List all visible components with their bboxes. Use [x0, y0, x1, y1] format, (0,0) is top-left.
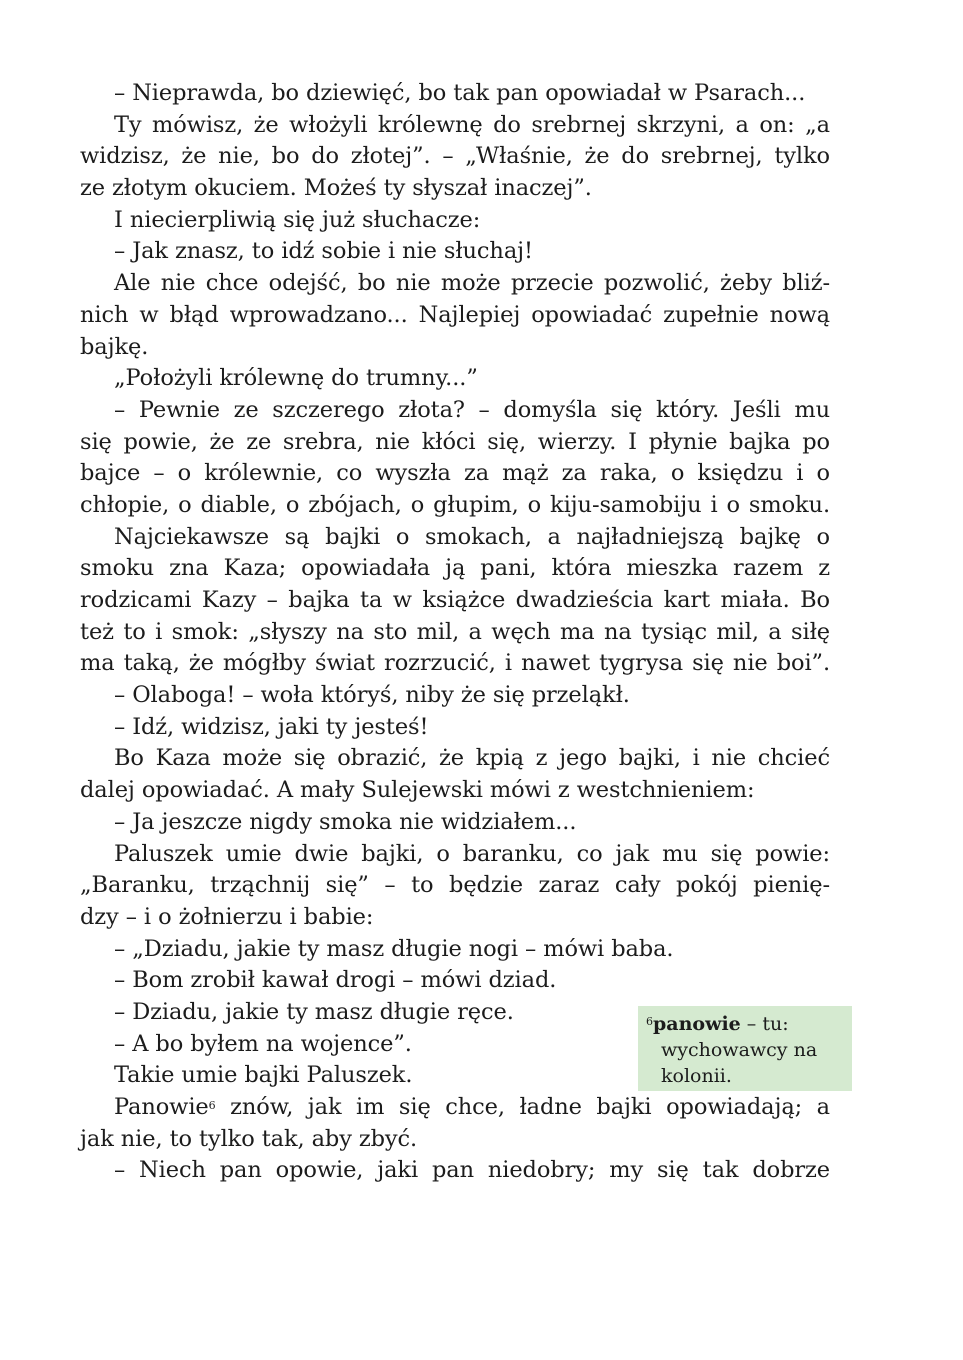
text-line: dalej opowiadać. A mały Sulejewski mówi z westchnieniem: [80, 777, 755, 804]
text-line: – A bo byłem na wojence”. [114, 1030, 412, 1057]
text-line: I niecierpliwią się już słuchacze: [114, 206, 481, 233]
footnote-line-3: kolonii. [661, 1065, 732, 1087]
panowie-rest: znów, jak im się chce, ładne bajki opowiadają; a [215, 1094, 830, 1120]
text-line: nich w błąd wprowadzano... Najlepiej opowiadać zupełnie nową [80, 301, 830, 328]
text-line: – Ja jeszcze nigdy smoka nie widziałem... [114, 808, 577, 835]
text-line: „Położyli królewnę do trumny...” [114, 365, 478, 392]
footnote-box [638, 1006, 852, 1091]
text-line: „Baranku, trząchnij się” – to będzie zaraz cały pokój pienię- [80, 872, 830, 899]
text-line: widzisz, że nie, bo do złotej”. – „Właśnie, że do srebrnej, tylko [80, 143, 830, 170]
text-line: – Nieprawda, bo dziewięć, bo tak pan opowiadał w Psarach... [114, 80, 806, 106]
text-line: – Bom zrobił kawał drogi – mówi dziad. [114, 967, 557, 994]
text-line: Takie umie bajki Paluszek. [114, 1062, 413, 1089]
text-line: Ale nie chce odejść, bo nie może przecie pozwolić, żeby bliź- [114, 270, 830, 297]
text-line: – Pewnie ze szczerego złota? – domyśla się który. Jeśli mu [114, 396, 830, 423]
text-line: rodzicami Kazy – bajka ta w książce dwadzieścia kart miała. Bo [80, 587, 830, 613]
text-line: – Idź, widzisz, jaki ty jesteś! [114, 713, 429, 740]
text-line: się powie, że ze srebra, nie kłóci się, wierzy. I płynie bajka po [80, 428, 830, 455]
footnote-ref[interactable]: 6 [208, 1099, 216, 1112]
panowie-word: Panowie [114, 1094, 209, 1120]
text-line: Paluszek umie dwie bajki, o baranku, co jak mu się powie: [114, 840, 830, 867]
text-line: – Dziadu, jakie ty masz długie ręce. [114, 998, 514, 1025]
text-line: ze złotym okuciem. Możeś ty słyszał inaczej”. [80, 175, 592, 202]
text-line: ma taką, że mógłby świat rozrzucić, i nawet tygrysa się nie boi”. [80, 650, 830, 677]
text-line: smoku zna Kaza; opowiadała ją pani, która mieszka razem z [80, 555, 830, 582]
text-line: bajce – o królewnie, co wyszła za mąż za raka, o księdzu i o [80, 460, 830, 487]
text-line: jak nie, to tylko tak, aby zbyć. [80, 1125, 418, 1152]
footnote-term: panowie [653, 1013, 741, 1035]
text-line-panowie [80, 1092, 830, 1124]
text-line: bajkę. [80, 333, 149, 360]
text-line: – Olaboga! – woła któryś, niby że się przeląkł. [114, 682, 630, 709]
footnote-line-1 [646, 1011, 846, 1037]
text-line: – Jak znasz, to idź sobie i nie słuchaj! [114, 238, 533, 265]
text-block-tail [80, 1124, 830, 1187]
footnote-line-2: wychowawcy na [661, 1039, 818, 1061]
footnote-definition-start: – tu: [740, 1013, 789, 1035]
text-line: – „Dziadu, jakie ty masz długie nogi – mówi baba. [114, 935, 674, 962]
text-line: – Niech pan opowie, jaki pan niedobry; my się tak dobrze [114, 1157, 830, 1184]
text-line: też to i smok: „słyszy na sto mil, a węch ma na tysiąc mil, a siłę [80, 618, 830, 645]
footnote-number: 6 [646, 1015, 653, 1028]
text-line: dzy – i o żołnierzu i babie: [80, 903, 374, 930]
text-line: Bo Kaza może się obrazić, że kpią z jego bajki, i nie chcieć [114, 745, 830, 772]
text-block-main [80, 78, 830, 1092]
text-line: Najciekawsze są bajki o smokach, a najładniejszą bajkę o [114, 523, 830, 550]
text-line: Ty mówisz, że włożyli królewnę do srebrnej skrzyni, a on: „a [114, 111, 830, 138]
text-line: chłopie, o diable, o zbójach, o głupim, o kiju-samobiju i o smoku. [80, 491, 830, 518]
